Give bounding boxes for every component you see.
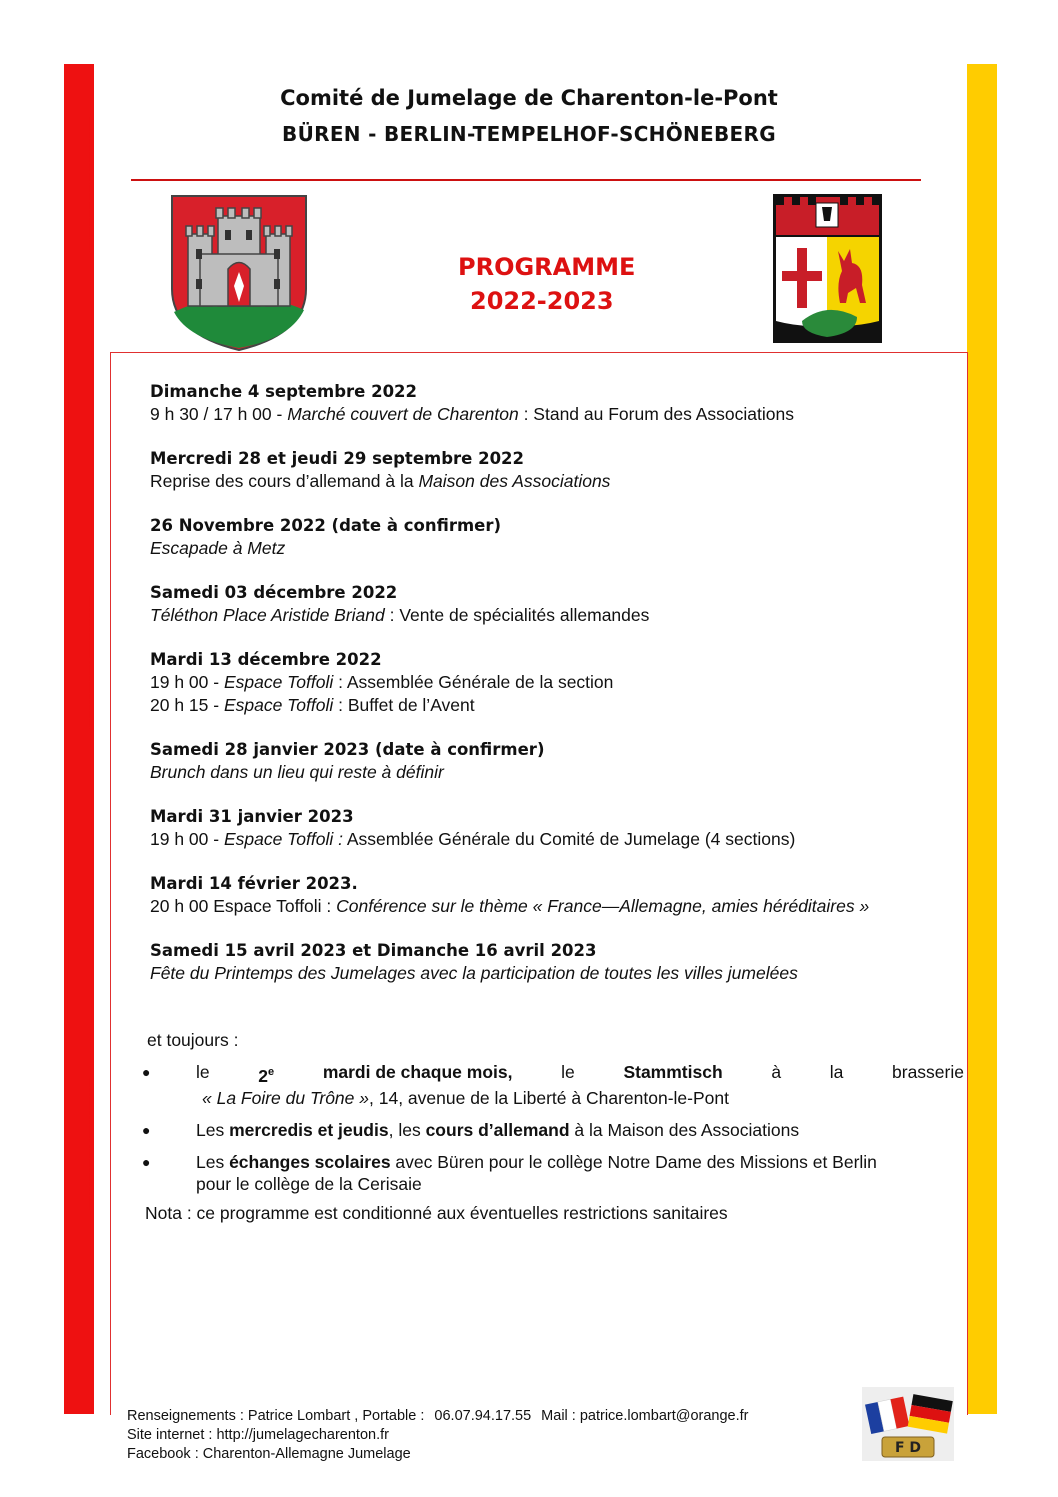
- event-list: [150, 380, 965, 1006]
- event-detail: 19 h 00 - Espace Toffoli : Assemblée Générale de la section: [150, 672, 614, 692]
- event-item: [150, 514, 965, 560]
- event-detail: Reprise des cours d’allemand à la Maison des Associations: [150, 471, 611, 491]
- bullet-icon: ●: [142, 1064, 151, 1080]
- event-item: [150, 805, 965, 851]
- header-title: Comité de Jumelage de Charenton-le-Pont: [280, 86, 778, 110]
- always-list: [140, 1061, 964, 1205]
- left-red-stripe: [64, 64, 94, 1414]
- logo-letters: F D: [894, 1440, 922, 1456]
- event-item: [150, 738, 965, 784]
- facebook-link[interactable]: Facebook : Charenton-Allemagne Jumelage: [127, 1446, 411, 1462]
- event-date: Samedi 15 avril 2023 et Dimanche 16 avril 2023: [150, 941, 597, 960]
- word: le: [561, 1062, 575, 1082]
- word: la: [829, 1062, 844, 1082]
- header-subtitle: BÜREN - BERLIN-TEMPELHOF-SCHÖNEBERG: [282, 122, 776, 146]
- email-link[interactable]: Mail : patrice.lombart@orange.fr: [541, 1408, 749, 1424]
- event-date: Mardi 14 février 2023.: [150, 874, 358, 893]
- always-intro: et toujours :: [147, 1030, 239, 1050]
- list-item-exchanges: ● Les échanges scolaires avec Büren pour le collège Notre Dame des Missions et Berlin pour le collège de la Cerisaie: [142, 1151, 877, 1194]
- website-link[interactable]: Site internet : http://jumelagecharenton.fr: [127, 1427, 389, 1443]
- word: brasserie: [892, 1062, 964, 1082]
- word: à: [771, 1062, 782, 1082]
- program-heading: [458, 250, 635, 318]
- event-date: Mercredi 28 et jeudi 29 septembre 2022: [150, 449, 525, 468]
- program-label: PROGRAMME: [458, 253, 636, 281]
- program-years: 2022-2023: [470, 287, 614, 315]
- word: le: [196, 1062, 210, 1082]
- word: mardi de chaque mois,: [322, 1062, 513, 1082]
- event-detail: 9 h 30 / 17 h 00 - Marché couvert de Charenton : Stand au Forum des Associations: [150, 404, 795, 424]
- event-item: [150, 581, 965, 627]
- event-detail: 19 h 00 - Espace Toffoli : Assemblée Générale du Comité de Jumelage (4 sections): [150, 829, 796, 849]
- nota-text: Nota : ce programme est conditionné aux éventuelles restrictions sanitaires: [145, 1203, 728, 1223]
- stammtisch-line1: [196, 1061, 964, 1087]
- event-detail: 20 h 15 - Espace Toffoli : Buffet de l’Avent: [150, 695, 475, 715]
- event-date: Mardi 31 janvier 2023: [150, 807, 354, 826]
- event-date: Dimanche 4 septembre 2022: [150, 382, 418, 401]
- footer-contact: [127, 1407, 749, 1464]
- event-date: 26 Novembre 2022 (date à confirmer): [150, 516, 502, 535]
- phone-number: 06.07.94.17.55: [434, 1408, 532, 1424]
- event-item: [150, 380, 965, 426]
- event-date: Mardi 13 décembre 2022: [150, 650, 382, 669]
- event-item: [150, 872, 965, 918]
- bueren-coat-of-arms: [170, 194, 308, 352]
- event-item: [150, 447, 965, 493]
- word: Stammtisch: [623, 1062, 723, 1082]
- bullet-icon: ●: [142, 1121, 151, 1138]
- header-divider: [131, 179, 921, 181]
- event-date: Samedi 03 décembre 2022: [150, 583, 398, 602]
- event-detail: Brunch dans un lieu qui reste à définir: [150, 762, 444, 782]
- event-detail: Escapade à Metz: [150, 538, 286, 558]
- event-detail: Fête du Printemps des Jumelages avec la participation de toutes les villes jumelées: [150, 963, 798, 983]
- event-date: Samedi 28 janvier 2023 (date à confirmer): [150, 740, 545, 759]
- right-yellow-stripe: [967, 64, 997, 1414]
- contact-label: Renseignements : Patrice Lombart , Portable :: [127, 1408, 425, 1424]
- word: 2e: [258, 1065, 275, 1086]
- france-germany-flags-logo: [862, 1387, 954, 1461]
- tempelhof-schoeneberg-coat-of-arms: [772, 193, 883, 344]
- event-item: [150, 648, 965, 717]
- list-item-stammtisch: [140, 1061, 964, 1109]
- bullet-icon: ●: [142, 1153, 151, 1170]
- event-detail: Téléthon Place Aristide Briand : Vente de spécialités allemandes: [150, 605, 650, 625]
- event-item: [150, 939, 965, 985]
- stammtisch-line2: « La Foire du Trône », 14, avenue de la Liberté à Charenton-le-Pont: [202, 1087, 729, 1108]
- event-detail: 20 h 00 Espace Toffoli : Conférence sur le thème « France—Allemagne, amies héréditaires »: [150, 896, 870, 916]
- list-item-courses: ● Les mercredis et jeudis, les cours d’allemand à la Maison des Associations: [142, 1119, 800, 1140]
